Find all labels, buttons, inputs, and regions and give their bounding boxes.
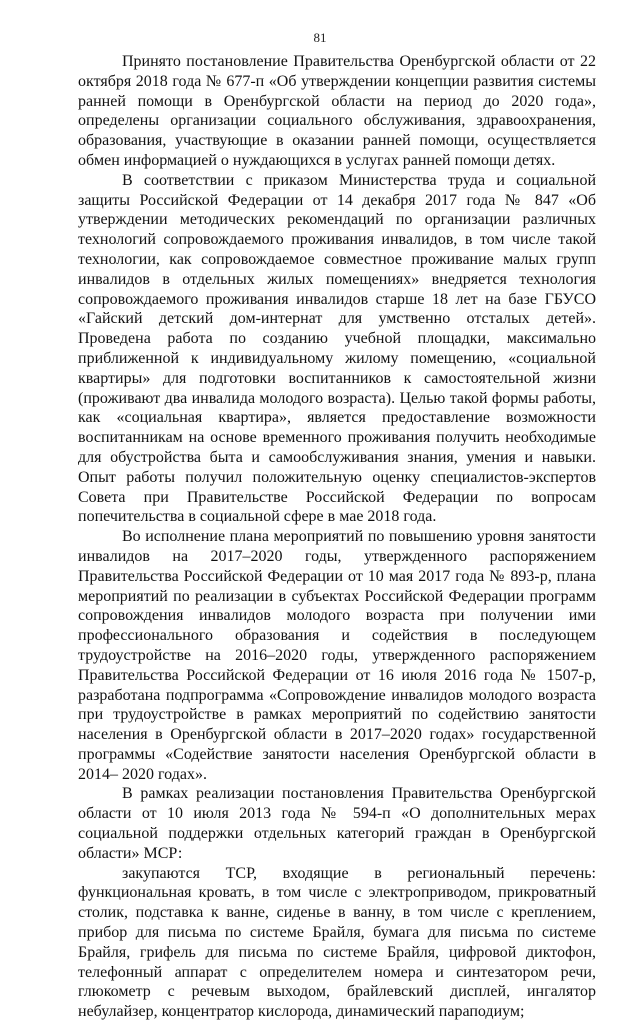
page-number: 81	[313, 30, 327, 45]
paragraph-employment-plan: Во исполнение плана мероприятий по повышению уровня занятости инвалидов на 2017–2020 годы, утвержденного распоряжением Правительства Российской Федерации от 10 мая 2017 года № 893-р, плана мероприятий по реализации в субъектах Российской Федерации программ сопровождения инвалидов молодого возраста при получении ими профессионального образования и содействия в последующем трудоустройстве на 2016–2020 годы, утвержденного распоряжением Правительства Российской Федерации от 16 июля 2016 года № 1507-р, разработана подпрограмма «Сопровождение инвалидов молодого возраста при трудоустройстве в рамках мероприятий по содействию занятости населения в Оренбургской области в 2017–2020 годах» государственной программы «Содействие занятости населения Оренбургской области в 2014– 2020 годах».	[78, 528, 596, 783]
paragraph-social-support-resolution: В рамках реализации постановления Правительства Оренбургской области от 10 июля 2013 года № 594-п «О дополнительных мерах социальной поддержки отдельных категорий граждан в Оренбургской области» МСР:	[78, 785, 596, 862]
paragraph-early-help-resolution: Принято постановление Правительства Оренбургской области от 22 октября 2018 года № 677-п «Об утверждении концепции развития системы ранней помощи в Оренбургской области на период до 2020 года», определены организации социального обслуживания, здравоохранения, образования, участвующие в оказании ранней помощи, осуществляется обмен информацией о нуждающихся в услугах ранней помощи детях.	[78, 53, 596, 169]
paragraph-supported-living: В соответствии с приказом Министерства труда и социальной защиты Российской Федерации от 14 декабря 2017 года № 847 «Об утверждении методических рекомендаций по организации различных технологий сопровождаемого проживания инвалидов, в том числе такой технологии, как сопровождаемое совместное проживание малых групп инвалидов в отдельных жилых помещениях» внедряется технология сопровождаемого проживания инвалидов старше 18 лет на базе ГБУСО «Гайский детский дом-интернат для умственно отсталых детей». Проведена работа по созданию учебной площадки, максимально приближенной к индивидуальному жилому помещению, «социальной квартиры» для подготовки воспитанников к самостоятельной жизни (проживают два инвалида молодого возраста). Целью такой формы работы, как «социальная квартира», является предоставление возможности воспитанникам на основе временного проживания получить необходимые для обустройства быта и самообслуживания знания, умения и навыки. Опыт работы получил положительную оценку специалистов-экспертов Совета при Правительстве Российской Федерации по вопросам попечительства в социальной сфере в мае 2018 года.	[78, 171, 596, 526]
paragraph-rehab-equipment-list: закупаются ТСР, входящие в региональный перечень: функциональная кровать, в том числе с электроприводом, прикроватный столик, подставка к ванне, сиденье в ванну, в том числе с креплением, прибор для письма по системе Брайля, бумага для письма по системе Брайля, грифель для письма по системе Брайля, цифровой диктофон, телефонный аппарат с определителем номера и синтезатором речи, глюкометр с речевым выходом, брайлевский дисплей, ингалятор небулайзер, концентратор кислорода, динамический параподиум;	[78, 864, 596, 1021]
document-body	[78, 52, 596, 1022]
